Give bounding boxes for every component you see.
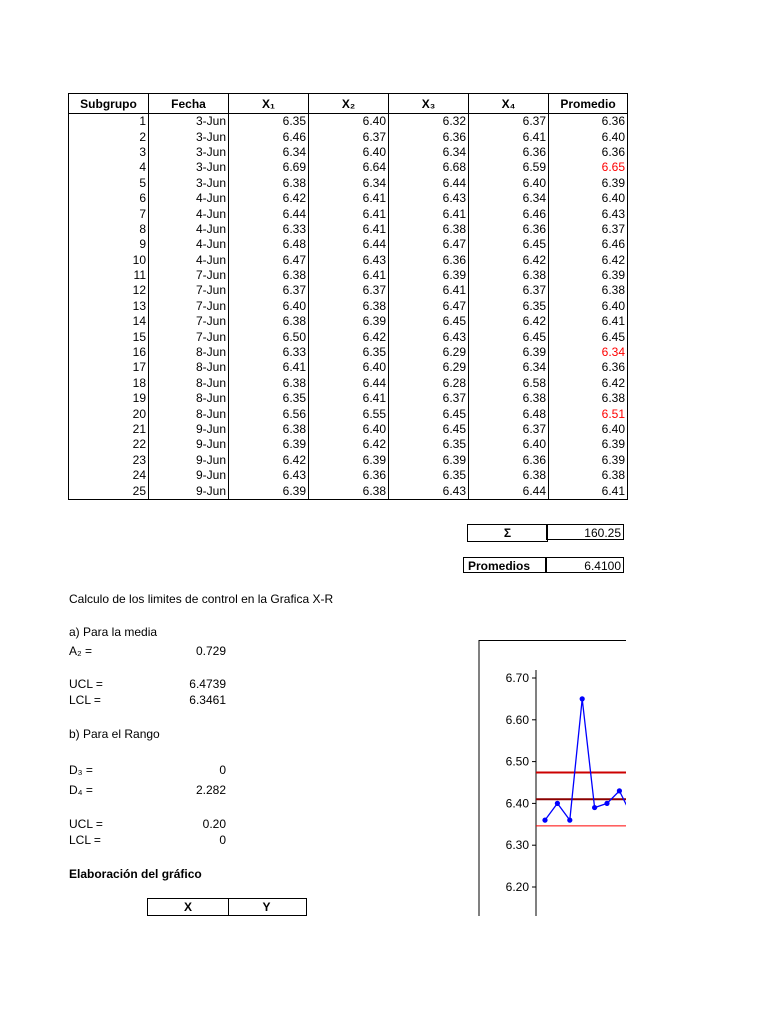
table-cell: 4: [69, 160, 149, 175]
table-cell: 6.35: [389, 468, 469, 483]
table-row: [69, 422, 628, 437]
table-cell: 6.34: [469, 191, 549, 206]
table-cell: 6.41: [309, 222, 389, 237]
table-cell: 6.38: [229, 422, 309, 437]
table-cell: 6.47: [389, 237, 469, 252]
data-point: [542, 818, 547, 823]
table-cell: 6.37: [469, 114, 549, 130]
table-row: [69, 437, 628, 452]
header-fecha: Fecha: [149, 94, 229, 114]
table-cell: 6.45: [469, 237, 549, 252]
x-header-cell: [147, 898, 229, 916]
table-cell: 6.40: [469, 176, 549, 191]
lcl-value: 6.3461: [189, 693, 226, 707]
table-cell: 6.34: [309, 176, 389, 191]
table-cell: 6.41: [309, 206, 389, 221]
table-cell: 6.36: [549, 360, 628, 375]
y-tick-label: 6.30: [505, 838, 529, 853]
table-cell: 6.42: [309, 437, 389, 452]
grafico-heading: Elaboración del gráfico: [69, 867, 202, 881]
table-cell: 6.29: [389, 360, 469, 375]
y-tick-label: 6.50: [505, 754, 529, 769]
data-point: [555, 801, 560, 806]
table-cell: 6.35: [229, 391, 309, 406]
media-heading: a) Para la media: [69, 625, 158, 639]
table-cell: 6.37: [309, 129, 389, 144]
r-lcl-label: LCL =: [69, 833, 101, 847]
table-row: [69, 176, 628, 191]
d4-value: 2.282: [195, 783, 226, 797]
table-cell: 6.36: [469, 145, 549, 160]
table-row: [69, 376, 628, 391]
d3-label: D₃ =: [69, 763, 93, 777]
table-cell: 6.39: [229, 437, 309, 452]
table-cell: 6.42: [229, 191, 309, 206]
table-cell: 6.41: [309, 391, 389, 406]
table-cell: 6.46: [549, 237, 628, 252]
header-x3: X₃: [389, 94, 469, 114]
table-cell: 1: [69, 114, 149, 130]
table-cell: 6.38: [389, 222, 469, 237]
table-cell: 6.37: [229, 283, 309, 298]
table-row: [69, 453, 628, 468]
table-cell: 9-Jun: [149, 453, 229, 468]
table-cell: 6.40: [469, 437, 549, 452]
table-cell: 6.37: [469, 283, 549, 298]
data-point: [580, 696, 585, 701]
table-cell: 6.36: [469, 222, 549, 237]
table-cell: 4-Jun: [149, 253, 229, 268]
d4-label: D₄ =: [69, 783, 93, 797]
sum-symbol-cell: [467, 524, 548, 542]
table-cell: 6.41: [309, 191, 389, 206]
table-row: [69, 237, 628, 252]
table-cell: 6.35: [309, 345, 389, 360]
table-cell: 16: [69, 345, 149, 360]
sum-symbol: Σ: [503, 526, 512, 540]
table-cell: 6.34: [229, 145, 309, 160]
table-cell: 20: [69, 406, 149, 421]
table-cell: 6.42: [309, 329, 389, 344]
y-tick-label: 6.20: [505, 880, 529, 894]
table-cell: 3-Jun: [149, 160, 229, 175]
table-cell: 6.41: [389, 206, 469, 221]
table-cell: 6.40: [549, 299, 628, 314]
table-cell: 21: [69, 422, 149, 437]
table-row: [69, 253, 628, 268]
table-cell: 6.38: [229, 376, 309, 391]
table-cell: 6.43: [309, 253, 389, 268]
table-cell: 7-Jun: [149, 283, 229, 298]
table-cell: 6.34: [389, 145, 469, 160]
table-cell: 6.36: [389, 253, 469, 268]
table-cell: 6.39: [389, 268, 469, 283]
table-cell: 6.46: [229, 129, 309, 144]
ucl-label: UCL =: [69, 677, 103, 691]
table-cell: 6.48: [469, 406, 549, 421]
table-cell: 4-Jun: [149, 222, 229, 237]
table-cell: 24: [69, 468, 149, 483]
table-row: [69, 160, 628, 175]
table-cell: 6.39: [469, 345, 549, 360]
table-cell: 6.41: [229, 360, 309, 375]
y-tick-label: 6.70: [505, 671, 529, 685]
table-cell: 8-Jun: [149, 376, 229, 391]
table-row: [69, 191, 628, 206]
table-cell: 6.41: [309, 268, 389, 283]
y-tick-label: 6.60: [505, 712, 529, 727]
table-row: [69, 391, 628, 406]
table-cell: 18: [69, 376, 149, 391]
y-header: Y: [262, 900, 271, 914]
table-cell: 6.35: [229, 114, 309, 130]
table-row: [69, 345, 628, 360]
table-cell: 6.37: [469, 422, 549, 437]
table-cell: 6.39: [389, 453, 469, 468]
table-cell: 7: [69, 206, 149, 221]
table-cell: 6.41: [549, 314, 628, 329]
table-row: [69, 314, 628, 329]
table-cell: 6.28: [389, 376, 469, 391]
table-cell: 4-Jun: [149, 191, 229, 206]
a2-label: A₂ =: [69, 644, 93, 658]
table-cell: 6.40: [549, 422, 628, 437]
table-cell: 3: [69, 145, 149, 160]
table-cell: 6.41: [389, 283, 469, 298]
r-ucl-label: UCL =: [69, 817, 103, 831]
table-cell: 23: [69, 453, 149, 468]
table-row: [69, 299, 628, 314]
table-cell: 7-Jun: [149, 329, 229, 344]
table-cell: 6.59: [469, 160, 549, 175]
data-point: [592, 805, 597, 810]
promedios-value: 6.4100: [584, 559, 621, 573]
table-row: [69, 268, 628, 283]
table-cell: 6.39: [549, 453, 628, 468]
table-cell: 6.55: [309, 406, 389, 421]
table-cell: 6.36: [389, 129, 469, 144]
table-cell: 6.42: [549, 253, 628, 268]
table-cell: 6.44: [469, 483, 549, 499]
table-row: [69, 329, 628, 344]
table-cell: 6.37: [309, 283, 389, 298]
table-cell: 6.45: [389, 406, 469, 421]
table-cell: 7-Jun: [149, 268, 229, 283]
table-cell: 6.35: [389, 437, 469, 452]
table-cell: 6.40: [309, 114, 389, 130]
table-cell: 6.40: [309, 422, 389, 437]
table-cell: 8-Jun: [149, 391, 229, 406]
data-table: [68, 93, 628, 500]
table-cell: 14: [69, 314, 149, 329]
table-cell: 6.39: [549, 268, 628, 283]
table-cell: 6.39: [309, 453, 389, 468]
table-cell: 6.45: [389, 422, 469, 437]
table-cell: 6.38: [229, 314, 309, 329]
table-cell: 6.69: [229, 160, 309, 175]
promedios-label: Promedios: [468, 559, 531, 573]
d3-value: 0: [219, 763, 226, 777]
table-cell: 6.50: [229, 329, 309, 344]
table-cell: 6.47: [389, 299, 469, 314]
table-cell: 6.48: [229, 237, 309, 252]
table-cell: 12: [69, 283, 149, 298]
table-cell: 6.51: [549, 406, 628, 421]
table-body: [69, 114, 628, 500]
table-cell: 6.34: [549, 345, 628, 360]
table-cell: 6.44: [229, 206, 309, 221]
header-x4: X₄: [469, 94, 549, 114]
table-row: [69, 406, 628, 421]
table-cell: 6.43: [389, 483, 469, 499]
y-header-cell: [227, 898, 307, 916]
table-cell: 6.37: [389, 391, 469, 406]
table-cell: 3-Jun: [149, 145, 229, 160]
a2-value: 0.729: [195, 644, 226, 658]
table-cell: 6.42: [549, 376, 628, 391]
table-cell: 6.43: [389, 191, 469, 206]
table-cell: 15: [69, 329, 149, 344]
table-cell: 3-Jun: [149, 176, 229, 191]
table-row: [69, 145, 628, 160]
table-cell: 6.41: [469, 129, 549, 144]
table-cell: 2: [69, 129, 149, 144]
table-cell: 6.40: [309, 360, 389, 375]
table-cell: 6.40: [309, 145, 389, 160]
table-cell: 6.45: [549, 329, 628, 344]
header-x2: X₂: [309, 94, 389, 114]
control-chart: [478, 640, 626, 916]
table-cell: 8-Jun: [149, 406, 229, 421]
table-cell: 6.42: [229, 453, 309, 468]
header-x1: X₁: [229, 94, 309, 114]
table-cell: 6.38: [309, 299, 389, 314]
table-cell: 4-Jun: [149, 237, 229, 252]
table-cell: 6.38: [549, 391, 628, 406]
table-cell: 6.45: [469, 329, 549, 344]
table-cell: 9-Jun: [149, 483, 229, 499]
table-cell: 6.46: [469, 206, 549, 221]
table-cell: 10: [69, 253, 149, 268]
header-subgrupo: Subgrupo: [69, 94, 149, 114]
table-cell: 6.38: [549, 468, 628, 483]
table-cell: 9-Jun: [149, 437, 229, 452]
table-cell: 8: [69, 222, 149, 237]
table-cell: 6.45: [389, 314, 469, 329]
table-cell: 6.40: [549, 191, 628, 206]
x-header: X: [183, 900, 192, 914]
table-cell: 8-Jun: [149, 360, 229, 375]
table-cell: 4-Jun: [149, 206, 229, 221]
table-row: [69, 206, 628, 221]
table-cell: 6.41: [549, 483, 628, 499]
table-cell: 5: [69, 176, 149, 191]
r-lcl-value: 0: [219, 833, 226, 847]
table-cell: 22: [69, 437, 149, 452]
table-cell: 6.58: [469, 376, 549, 391]
sum-value-cell: [546, 524, 624, 540]
y-tick-label: 6.40: [505, 796, 529, 811]
table-cell: 9-Jun: [149, 468, 229, 483]
table-row: [69, 129, 628, 144]
table-cell: 8-Jun: [149, 345, 229, 360]
table-cell: 6.43: [389, 329, 469, 344]
table-cell: 6.38: [469, 468, 549, 483]
data-point: [617, 788, 622, 793]
table-row: [69, 114, 628, 130]
table-cell: 6.44: [309, 237, 389, 252]
table-cell: 6.42: [469, 253, 549, 268]
table-cell: 6.33: [229, 222, 309, 237]
calc-title: Calculo de los limites de control en la Grafica X-R: [69, 592, 334, 606]
table-cell: 6.38: [469, 268, 549, 283]
table-cell: 6.39: [229, 483, 309, 499]
table-cell: 9-Jun: [149, 422, 229, 437]
table-cell: 6.40: [229, 299, 309, 314]
table-header-row: [69, 94, 628, 114]
table-cell: 11: [69, 268, 149, 283]
table-cell: 7-Jun: [149, 299, 229, 314]
table-cell: 6.39: [309, 314, 389, 329]
table-cell: 13: [69, 299, 149, 314]
table-cell: 6.36: [549, 145, 628, 160]
table-cell: 6.38: [549, 283, 628, 298]
table-cell: 19: [69, 391, 149, 406]
table-cell: 6.29: [389, 345, 469, 360]
table-cell: 6.64: [309, 160, 389, 175]
table-cell: 3-Jun: [149, 114, 229, 130]
table-cell: 7-Jun: [149, 314, 229, 329]
table-cell: 6.36: [469, 453, 549, 468]
table-cell: 6.47: [229, 253, 309, 268]
promedios-label-cell: [463, 557, 546, 573]
table-cell: 6.37: [549, 222, 628, 237]
table-cell: 3-Jun: [149, 129, 229, 144]
table-cell: 6.56: [229, 406, 309, 421]
table-cell: 9: [69, 237, 149, 252]
table-cell: 6.38: [469, 391, 549, 406]
table-cell: 6.68: [389, 160, 469, 175]
header-promedio: Promedio: [549, 94, 628, 114]
table-cell: 6.38: [229, 176, 309, 191]
table-cell: 6.38: [229, 268, 309, 283]
table-cell: 6.40: [549, 129, 628, 144]
sum-value: 160.25: [584, 526, 621, 540]
table-cell: 6.35: [469, 299, 549, 314]
rango-heading: b) Para el Rango: [69, 727, 160, 741]
table-cell: 6.42: [469, 314, 549, 329]
r-ucl-value: 0.20: [202, 817, 226, 831]
lcl-label: LCL =: [69, 693, 101, 707]
table-cell: 17: [69, 360, 149, 375]
table-cell: 6.65: [549, 160, 628, 175]
table-row: [69, 468, 628, 483]
table-cell: 6.44: [309, 376, 389, 391]
table-cell: 6.39: [549, 176, 628, 191]
table-cell: 6.36: [549, 114, 628, 130]
table-cell: 6.34: [469, 360, 549, 375]
table-row: [69, 283, 628, 298]
table-cell: 6.43: [229, 468, 309, 483]
table-cell: 6: [69, 191, 149, 206]
data-point: [604, 801, 609, 806]
table-cell: 6.33: [229, 345, 309, 360]
ucl-value: 6.4739: [189, 677, 226, 691]
table-row: [69, 222, 628, 237]
table-cell: 6.38: [309, 483, 389, 499]
table-cell: 6.39: [549, 437, 628, 452]
table-cell: 25: [69, 483, 149, 499]
table-cell: 6.32: [389, 114, 469, 130]
table-cell: 6.43: [549, 206, 628, 221]
table-row: [69, 483, 628, 499]
table-cell: 6.44: [389, 176, 469, 191]
promedios-value-cell: [546, 557, 624, 573]
data-point: [567, 818, 572, 823]
table-cell: 6.36: [309, 468, 389, 483]
table-row: [69, 360, 628, 375]
